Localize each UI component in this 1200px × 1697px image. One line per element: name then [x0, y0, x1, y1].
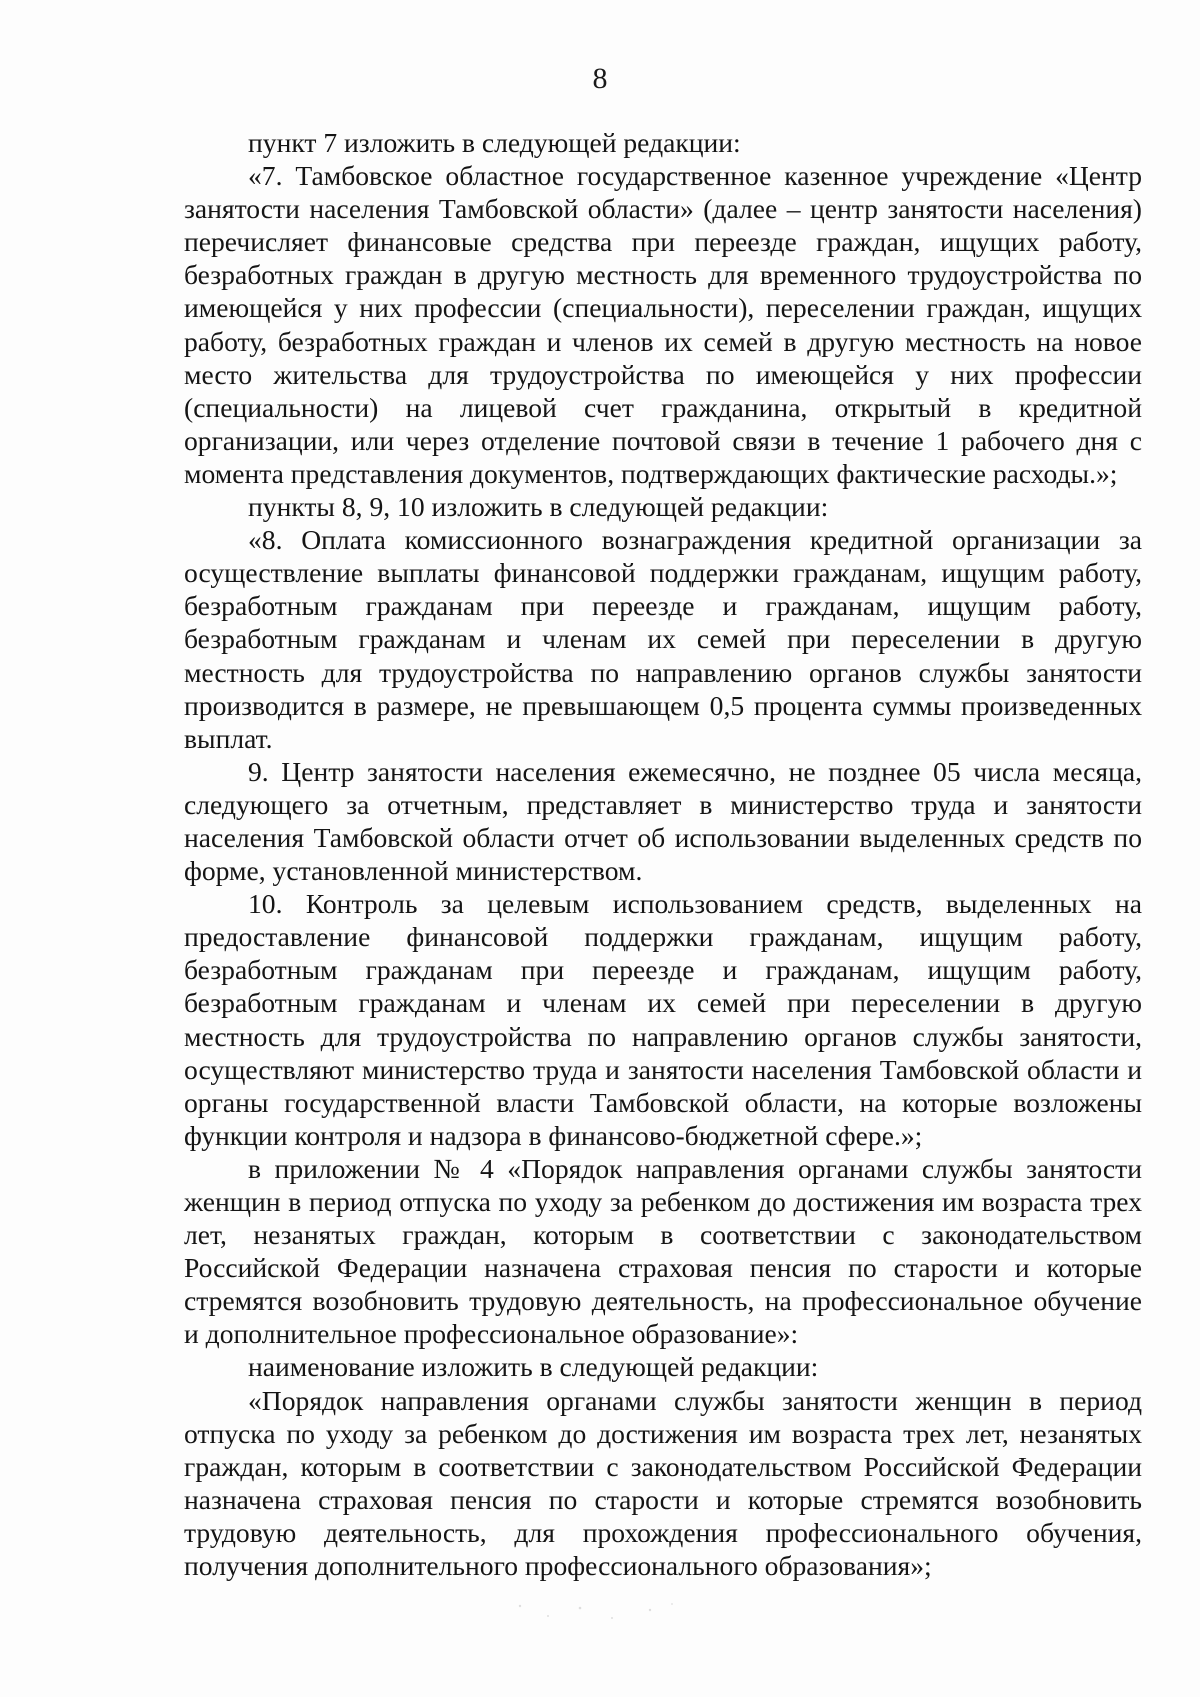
- paragraph: «7. Тамбовское областное государственное казенное учреждение «Центр занятости населения Тамбовской области» (далее – центр занятости населения) перечисляет финансовые средства при переезде граждан, ищущих работу, безработных граждан в другую местность для временного трудоустройства по имеющейся у них профессии (специальности), переселении граждан, ищущих работу, безработных граждан и членов их семей в другую местность на новое место жительства для трудоустройства по имеющейся у них профессии (специальности) на лицевой счет гражданина, открытый в кредитной организации, или через отделение почтовой связи в течение 1 рабочего дня с момента представления документов, подтверждающих фактические расходы.»;: [184, 160, 1142, 489]
- paragraph: пункт 7 изложить в следующей редакции:: [248, 127, 741, 158]
- page-number: 8: [592, 62, 608, 95]
- scan-noise-mark: [500, 1598, 690, 1626]
- paragraph: пункты 8, 9, 10 изложить в следующей редакции:: [248, 491, 829, 523]
- paragraph: «8. Оплата комиссионного вознаграждения кредитной организации за осуществление выплаты финансовой поддержки гражданам, ищущим работу, безработным гражданам при переезде и гражданам, ищущим работу, безработным гражданам и членам их семей при переселении в другую местность для трудоустройства по направлению органов службы занятости производится в размере, не превышающем 0,5 процента суммы произведенных выплат.: [184, 524, 1142, 754]
- paragraph: 9. Центр занятости населения ежемесячно, не позднее 05 числа месяца, следующего за отчетным, представляет в министерство труда и занятости населения Тамбовской области отчет об использовании выделенных средств по форме, установленной министерством.: [184, 755, 1142, 887]
- document-body: [184, 126, 1142, 1582]
- paragraph: «Порядок направления органами службы занятости женщин в период отпуска по уходу за ребенком до достижения им возраста трех лет, незанятых граждан, которым в соответствии с законодательством Российской Федерации назначена страховая пенсия по старости и которые стремятся возобновить трудовую деятельность, для прохождения профессионального обучения, получения дополнительного профессионального образования»;: [184, 1384, 1142, 1582]
- paragraph: 10. Контроль за целевым использованием средств, выделенных на предоставление финансовой поддержки гражданам, ищущим работу, безработным гражданам при переезде и гражданам, ищущим работу, безработным гражданам и членам их семей при переселении в другую местность для трудоустройства по направлению органов службы занятости, осуществляют министерство труда и занятости населения Тамбовской области и органы государственной власти Тамбовской области, на которые возложены функции контроля и надзора в финансово-бюджетной сфере.»;: [184, 888, 1142, 1151]
- paragraph: в приложении № 4 «Порядок направления органами службы занятости женщин в период отпуска по уходу за ребенком до достижения им возраста трех лет, незанятых граждан, которым в соответствии с законодательством Российской Федерации назначена страховая пенсия по старости и которые стремятся возобновить трудовую деятельность, на профессиональное обучение и дополнительное профессиональное образование»:: [184, 1152, 1142, 1350]
- paragraph: наименование изложить в следующей редакции:: [248, 1351, 819, 1383]
